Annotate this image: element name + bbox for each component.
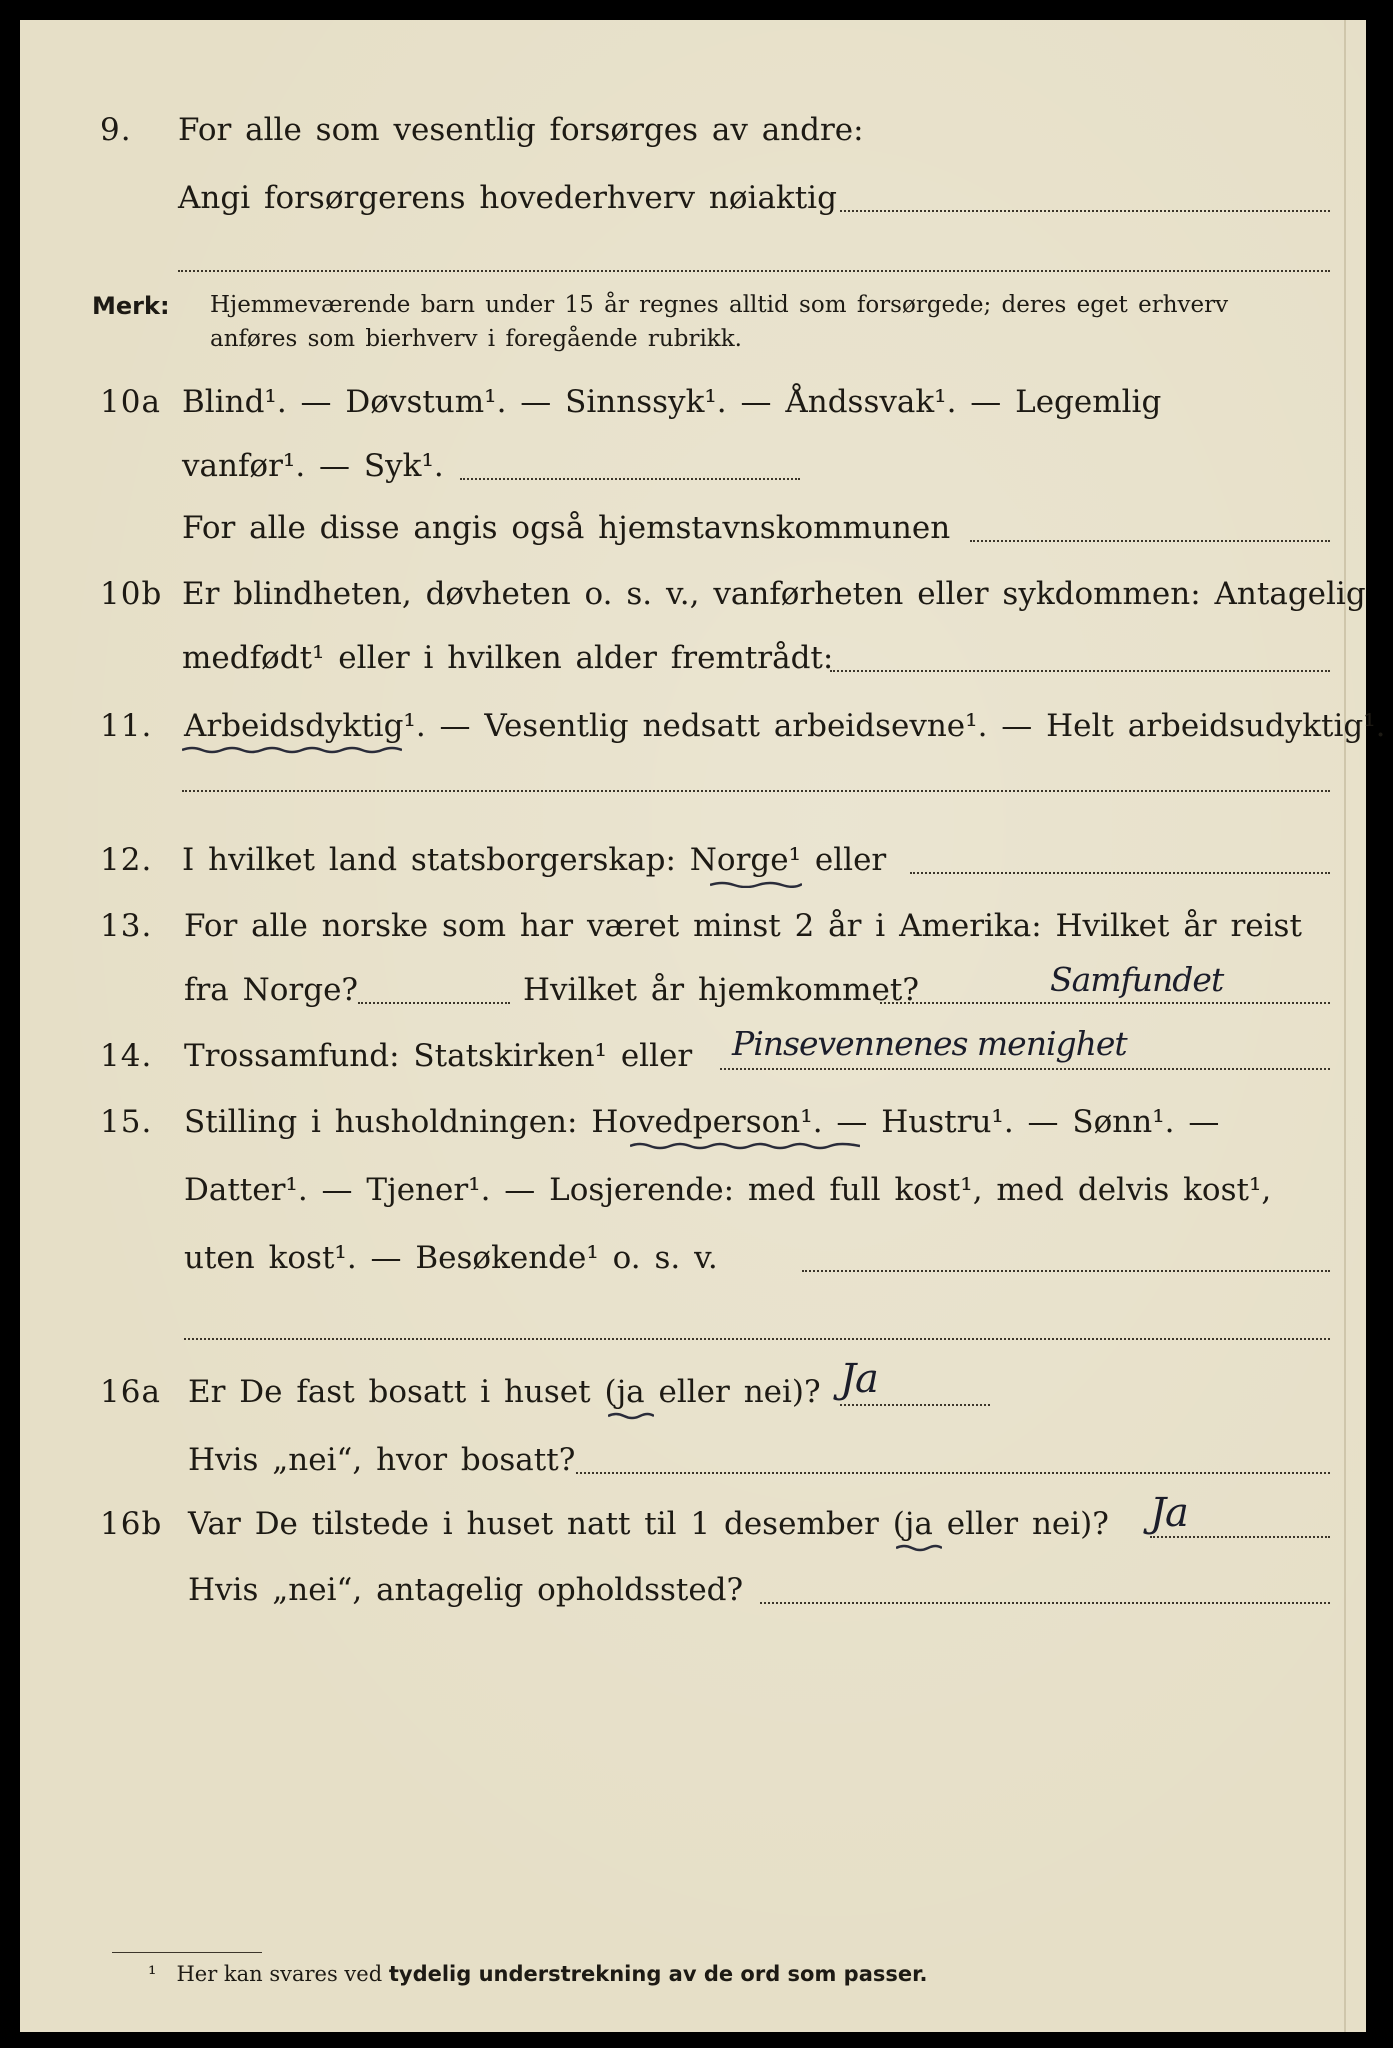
q16b-post: eller nei)? [932, 1506, 1109, 1542]
footnote-rule [112, 1952, 262, 1953]
q11-options-rest: ¹. — Vesentlig nedsatt arbeidsevne¹. — Helt arbeidsudyktig¹. [403, 708, 1386, 744]
q10a-line1: Blind¹. — Døvstum¹. — Sinnssyk¹. — Åndssvak¹. — Legemlig [182, 384, 1162, 420]
q13-line1: For alle norske som har været minst 2 år i Amerika: Hvilket år reist [184, 908, 1302, 944]
q15-underline-mark [630, 1142, 860, 1150]
q16b-option-ja[interactable]: ja [904, 1506, 933, 1542]
page-edge-line [1344, 20, 1346, 2032]
q10a-hjemstavn-field[interactable] [970, 540, 1330, 542]
q12-line [182, 842, 886, 878]
q10a-number: 10a [100, 384, 161, 420]
q15-line1 [184, 1104, 1219, 1140]
q13-handwritten-answer: Samfundet [1050, 960, 1224, 999]
q13-fra-norge: fra Norge? [184, 972, 359, 1008]
q11-number: 11. [100, 708, 153, 744]
q11-option-arbeidsdyktig[interactable]: Arbeidsdyktig [184, 708, 404, 744]
q10b-line1: Er blindheten, døvheten o. s. v., vanførheten eller sykdommen: Antagelig [182, 576, 1366, 612]
q13-reist-field[interactable] [358, 1002, 510, 1004]
q12-answer-field[interactable] [910, 872, 1330, 874]
q9-line1: For alle som vesentlig forsørges av andre: [178, 112, 864, 148]
q16a-option-ja[interactable]: ja [616, 1374, 645, 1410]
q15-line3: uten kost¹. — Besøkende¹ o. s. v. [184, 1240, 718, 1276]
q12-pre: I hvilket land statsborgerskap: [182, 842, 676, 878]
q15-answer-field-2[interactable] [184, 1338, 1330, 1340]
q16a-handwritten-answer: Ja [840, 1356, 878, 1402]
q16b-handwritten-answer: Ja [1150, 1490, 1188, 1536]
q16b-answer-field[interactable] [1150, 1536, 1330, 1538]
q10b-answer-field[interactable] [830, 670, 1330, 672]
q9-answer-field[interactable] [840, 210, 1330, 212]
q16b-line2: Hvis „nei“, antagelig opholdssted? [188, 1572, 744, 1608]
q14-number: 14. [100, 1038, 153, 1074]
q16a-number: 16a [100, 1374, 161, 1410]
q15-pre: Stilling i husholdningen: [184, 1104, 578, 1140]
q15-number: 15. [100, 1104, 153, 1140]
q13-hjemkommet: Hvilket år hjemkommet? [523, 972, 919, 1008]
q16b-underline-mark [896, 1544, 942, 1552]
q11-options [184, 708, 1386, 744]
q13-hjemkommet-field[interactable] [880, 1002, 1330, 1004]
footnote-bold-text: tydelig understrekning av de ord som passer. [388, 1962, 928, 1986]
q14-answer-field[interactable] [720, 1068, 1330, 1070]
q10a-answer-field[interactable] [460, 478, 800, 480]
q14-text: Trossamfund: Statskirken¹ eller [184, 1038, 693, 1074]
q12-post: ¹ eller [788, 842, 887, 878]
q16a-answer-field[interactable] [840, 1404, 990, 1406]
q16a-line1 [188, 1374, 821, 1410]
q9-answer-field-2[interactable] [178, 270, 1330, 272]
q12-underline-mark [710, 880, 802, 888]
q15-option-hovedperson[interactable]: Hovedperson [591, 1104, 801, 1140]
q11-answer-field[interactable] [182, 790, 1330, 792]
merk-label: Merk: [92, 292, 170, 320]
merk-line1: Hjemmeværende barn under 15 år regnes alltid som forsørgede; deres eget erhverv [210, 292, 1229, 318]
q9-line2: Angi forsørgerens hovederhverv nøiaktig [178, 180, 837, 216]
q16a-post: eller nei)? [644, 1374, 821, 1410]
q10b-number: 10b [100, 576, 163, 612]
q16a-pre: Er De fast bosatt i huset ( [188, 1374, 617, 1410]
census-form-page [20, 20, 1386, 2032]
q13-number: 13. [100, 908, 153, 944]
q15-rest: ¹. — Hustru¹. — Sønn¹. — [800, 1104, 1220, 1140]
q16b-opholdssted-field[interactable] [760, 1602, 1330, 1604]
q15-answer-field[interactable] [802, 1270, 1330, 1272]
q14-handwritten-answer: Pinsevennenes menighet [732, 1024, 1127, 1063]
q12-option-norge[interactable]: Norge [689, 842, 789, 878]
q10b-line2: medfødt¹ eller i hvilken alder fremtrådt: [182, 640, 834, 676]
q10a-line2: vanfør¹. — Syk¹. [182, 448, 444, 484]
footnote-mark: ¹ [148, 1962, 157, 1986]
q12-number: 12. [100, 842, 153, 878]
q11-underline-mark [182, 746, 402, 754]
q16b-line1 [188, 1506, 1109, 1542]
merk-line2: anføres som bierhverv i foregående rubrikk. [210, 326, 742, 352]
footnote-text: Her kan svares ved [176, 1962, 389, 1986]
q15-line2: Datter¹. — Tjener¹. — Losjerende: med full kost¹, med delvis kost¹, [184, 1172, 1272, 1208]
q16a-bosatt-field[interactable] [576, 1472, 1330, 1474]
q16b-number: 16b [100, 1506, 163, 1542]
q16a-line2: Hvis „nei“, hvor bosatt? [188, 1442, 576, 1478]
q9-number: 9. [100, 112, 132, 148]
q16b-pre: Var De tilstede i huset natt til 1 desember ( [188, 1506, 905, 1542]
footnote [148, 1962, 927, 1986]
q10a-line3: For alle disse angis også hjemstavnskommunen [182, 510, 951, 546]
q16a-underline-mark [608, 1412, 654, 1420]
